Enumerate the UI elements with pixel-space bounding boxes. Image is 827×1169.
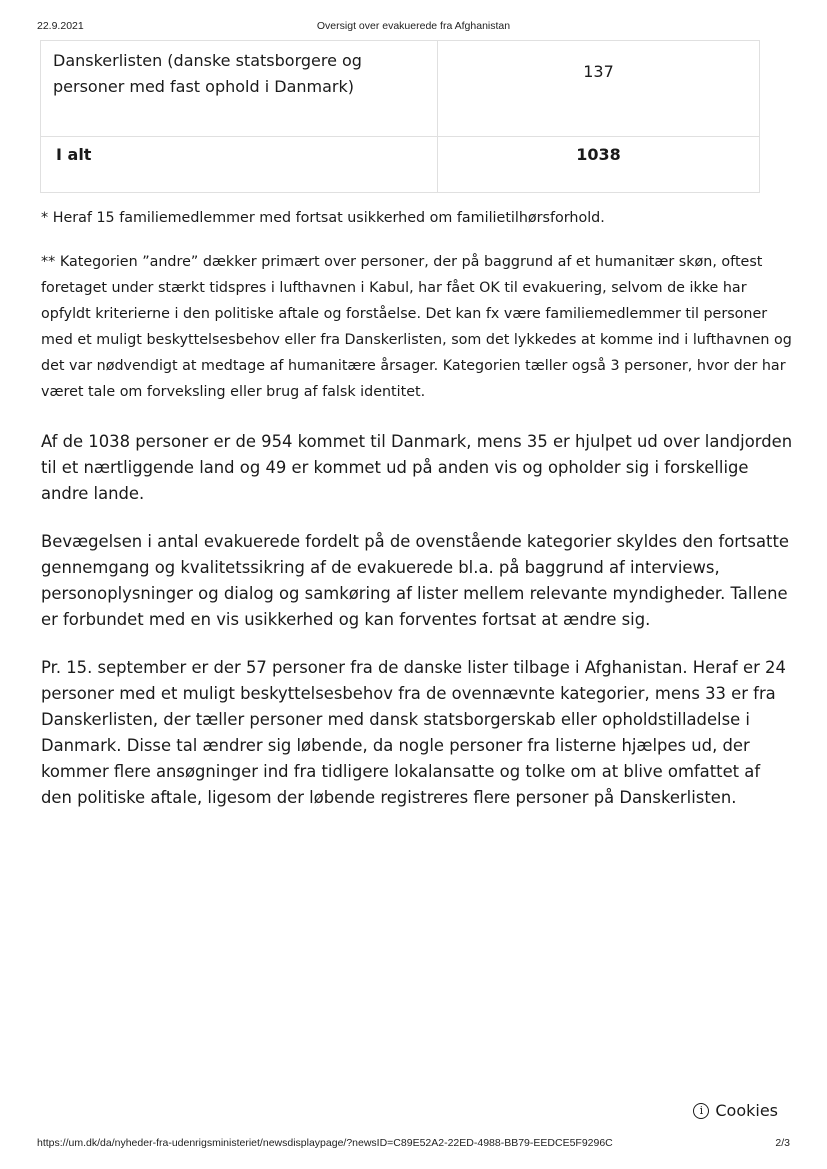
table-cell-total-label: I alt [41,137,438,193]
table-cell-label: Danskerlisten (danske statsborgere og personer med fast ophold i Danmark) [41,41,438,137]
footnote-1: * Heraf 15 familiemedlemmer med fortsat usikkerhed om familietilhørsforhold. [41,210,605,226]
print-date: 22.9.2021 [37,20,84,32]
print-footer [37,1137,790,1151]
article-body [41,429,793,833]
cookies-label: Cookies [715,1101,778,1120]
info-icon: i [693,1103,709,1119]
page-url: https://um.dk/da/nyheder-fra-udenrigsministeriet/newsdisplaypage/?newsID=C89E52A2-22ED-4988-BB79-EEDCE5F9296C [37,1137,613,1149]
print-header [37,20,790,34]
table-row [41,41,760,137]
print-title: Oversigt over evakuerede fra Afghanistan [316,20,511,32]
cookies-button[interactable] [693,1101,778,1120]
paragraph: Bevægelsen i antal evakuerede fordelt på de ovenstående kategorier skyldes den fortsatte gennemgang og kvalitetssikring af de evakuerede bl.a. på baggrund af interviews, personoplysninger og dialog og samkøring af lister mellem relevante myndigheder. Tallene er forbundet med en vis usikkerhed og kan forventes fortsat at ændre sig. [41,532,789,629]
page-number: 2/3 [775,1137,790,1149]
footnote-2: ** Kategorien ”andre” dækker primært over personer, der på baggrund af et humanitær skøn, oftest foretaget under stærkt tidspres i lufthavnen i Kabul, har fået OK til evakuering, selvom de ikke har opfyldt kriterierne i den politiske aftale og forståelse. Det kan fx være familiemedlemmer til personer med et muligt beskyttelsesbehov eller fra Danskerlisten, som det lykkedes at komme ind i lufthavnen og det var nødvendigt at medtage af humanitære årsager. Kategorien tæller også 3 personer, hvor der har været tale om forveksling eller brug af falsk identitet. [41,254,792,400]
paragraph: Pr. 15. september er der 57 personer fra de danske lister tilbage i Afghanistan. Heraf er 24 personer med et muligt beskyttelsesbehov fra de ovennævnte kategorier, mens 33 er fra Danskerlisten, der tæller personer med dansk statsborgerskab eller opholdstilladelse i Danmark. Disse tal ændrer sig løbende, da nogle personer fra listerne hjælpes ud, der kommer flere ansøgninger ind fra tidligere lokalansatte og tolke om at blive omfattet af den politiske aftale, ligesom der løbende registreres flere personer på Danskerlisten. [41,658,786,807]
table-cell-total-value: 1038 [438,137,760,193]
evacuee-table [40,40,760,193]
table-cell-value: 137 [438,41,760,137]
table-row-total [41,137,760,193]
paragraph: Af de 1038 personer er de 954 kommet til Danmark, mens 35 er hjulpet ud over landjorden til et nærtliggende land og 49 er kommet ud på anden vis og opholder sig i forskellige andre lande. [41,432,793,503]
footnotes [41,205,793,423]
